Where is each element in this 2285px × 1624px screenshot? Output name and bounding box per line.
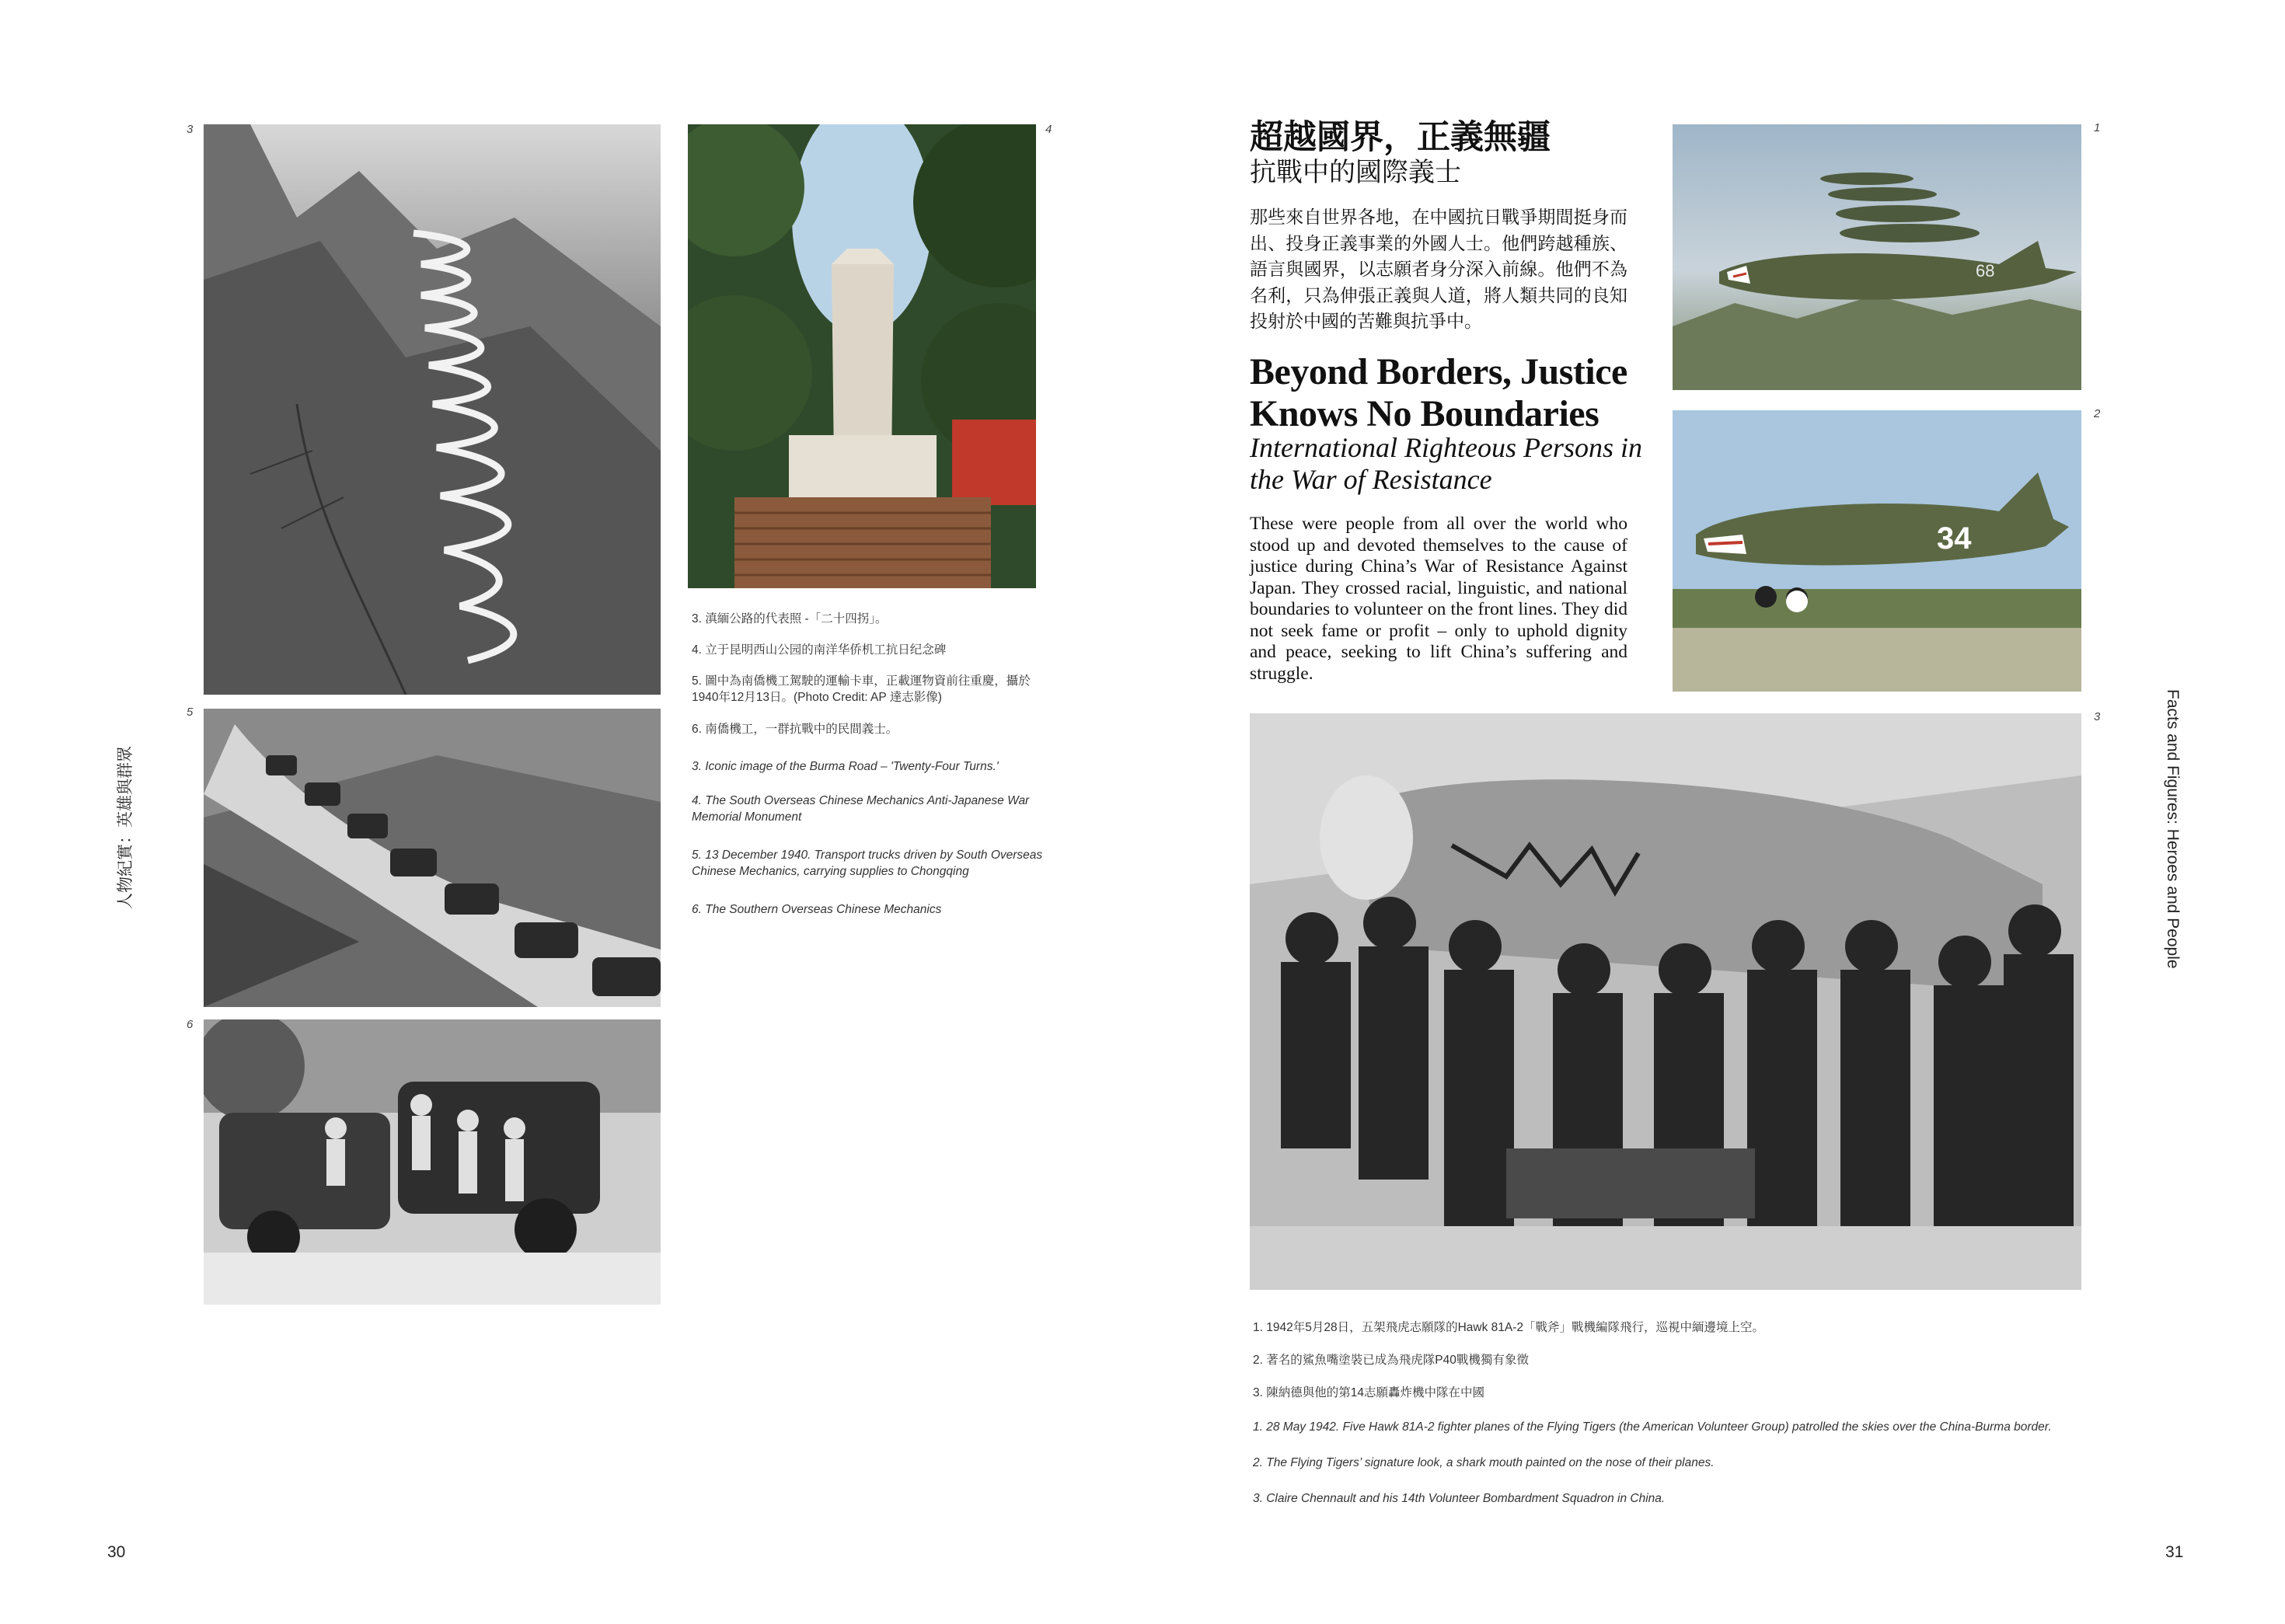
chennault-squadron-photo <box>1250 713 2081 1290</box>
caption-zh-5: 5. 圖中為南僑機工駕駛的運輸卡車，正載運物資前往重慶，攝於1940年12月13日。(Photo Credit: AP 達志影像) <box>692 674 1031 704</box>
plane-marking-68: 68 <box>1976 261 1995 281</box>
caption-en-1: 1. 28 May 1942. Five Hawk 81A-2 fighter planes of the Flying Tigers (the American Volunteer Group) patrolled the skies over the China-Burma border. <box>1253 1420 2052 1434</box>
memorial-graphic <box>688 124 1036 588</box>
photo-number: 5 <box>187 706 194 719</box>
photo-number: 1 <box>2094 121 2101 134</box>
photo-number: 2 <box>2094 407 2101 420</box>
title-en: Beyond Borders, Justice Knows No Boundaries <box>1250 351 1627 434</box>
caption-zh-6: 6. 南僑機工，一群抗戰中的民間義士。 <box>692 723 898 736</box>
transport-trucks-photo <box>204 709 661 1007</box>
caption-zh-2: 2. 著名的鯊魚嘴塗裝已成為飛虎隊P40戰機獨有象徵 <box>1253 1354 1529 1367</box>
mechanics-graphic <box>204 1019 661 1305</box>
side-title-left: 人物紀實：英雄與群眾 <box>117 746 134 909</box>
memorial-monument-photo <box>688 124 1036 588</box>
caption-zh-3: 3. 滇緬公路的代表照 -「二十四拐」。 <box>692 612 888 626</box>
photo-number: 3 <box>187 123 194 136</box>
burma-road-photo <box>204 124 661 695</box>
photo-number: 4 <box>1045 123 1052 136</box>
p40-graphic <box>1673 410 2081 692</box>
caption-zh-1: 1. 1942年5月28日，五架飛虎志願隊的Hawk 81A-2「戰斧」戰機編隊飛行，巡視中緬邊境上空。 <box>1253 1321 1765 1334</box>
caption-zh-3: 3. 陳納德與他的第14志願轟炸機中隊在中國 <box>1253 1386 1484 1399</box>
p40-shark-photo <box>1673 410 2081 692</box>
caption-zh-4: 4. 立于昆明西山公园的南洋华侨机工抗日纪念碑 <box>692 643 947 657</box>
subtitle-en: International Righteous Persons in the War of Resistance <box>1250 432 1642 495</box>
subtitle-zh: 抗戰中的國際義士 <box>1250 157 1461 188</box>
trucks-graphic <box>204 709 661 1007</box>
hawk-formation-graphic <box>1673 124 2081 390</box>
body-zh: 那些來自世界各地，在中國抗日戰爭期間挺身而出、投身正義事業的外國人士。他們跨越種族、語言與國界，以志願者身分深入前線。他們不為名利，只為伸張正義與人道，將人類共同的良知投射於中國的苦難與抗爭中。 <box>1250 207 1627 332</box>
caption-en-4: 4. The South Overseas Chinese Mechanics Anti-Japanese War Memorial Monument <box>692 794 1030 824</box>
photo-number: 6 <box>187 1018 194 1031</box>
photo-number: 3 <box>2094 710 2101 723</box>
hawk-formation-photo <box>1673 124 2081 390</box>
burma-road-graphic <box>204 124 661 695</box>
caption-en-3: 3. Iconic image of the Burma Road – 'Twenty-Four Turns.' <box>692 760 999 773</box>
body-en: These were people from all over the world who stood up and devoted themselves to the cause of justice during China’s War of Resistance Against Japan. They crossed racial, linguistic, and national boundaries to volunteer on the front lines. They did not seek fame or profit – only to uphold dignity and peace, seeking to lift China’s suffering and struggle. <box>1250 514 1627 684</box>
title-zh: 超越國界，正義無疆 <box>1250 118 1551 157</box>
caption-en-5: 5. 13 December 1940. Transport trucks driven by South Overseas Chinese Mechanics, carrying supplies to Chongqing <box>692 849 1043 878</box>
side-title-right: Facts and Figures: Heroes and People <box>2164 689 2182 969</box>
plane-marking-34: 34 <box>1937 521 1972 556</box>
page-number-left: 30 <box>107 1543 126 1561</box>
caption-en-3: 3. Claire Chennault and his 14th Volunteer Bombardment Squadron in China. <box>1253 1492 1666 1505</box>
caption-en-2: 2. The Flying Tigers’ signature look, a shark mouth painted on the nose of their planes. <box>1253 1456 1715 1469</box>
page-number-right: 31 <box>2165 1543 2184 1561</box>
squadron-graphic <box>1250 713 2081 1290</box>
mechanics-group-photo <box>204 1019 661 1305</box>
caption-en-6: 6. The Southern Overseas Chinese Mechanics <box>692 903 942 916</box>
